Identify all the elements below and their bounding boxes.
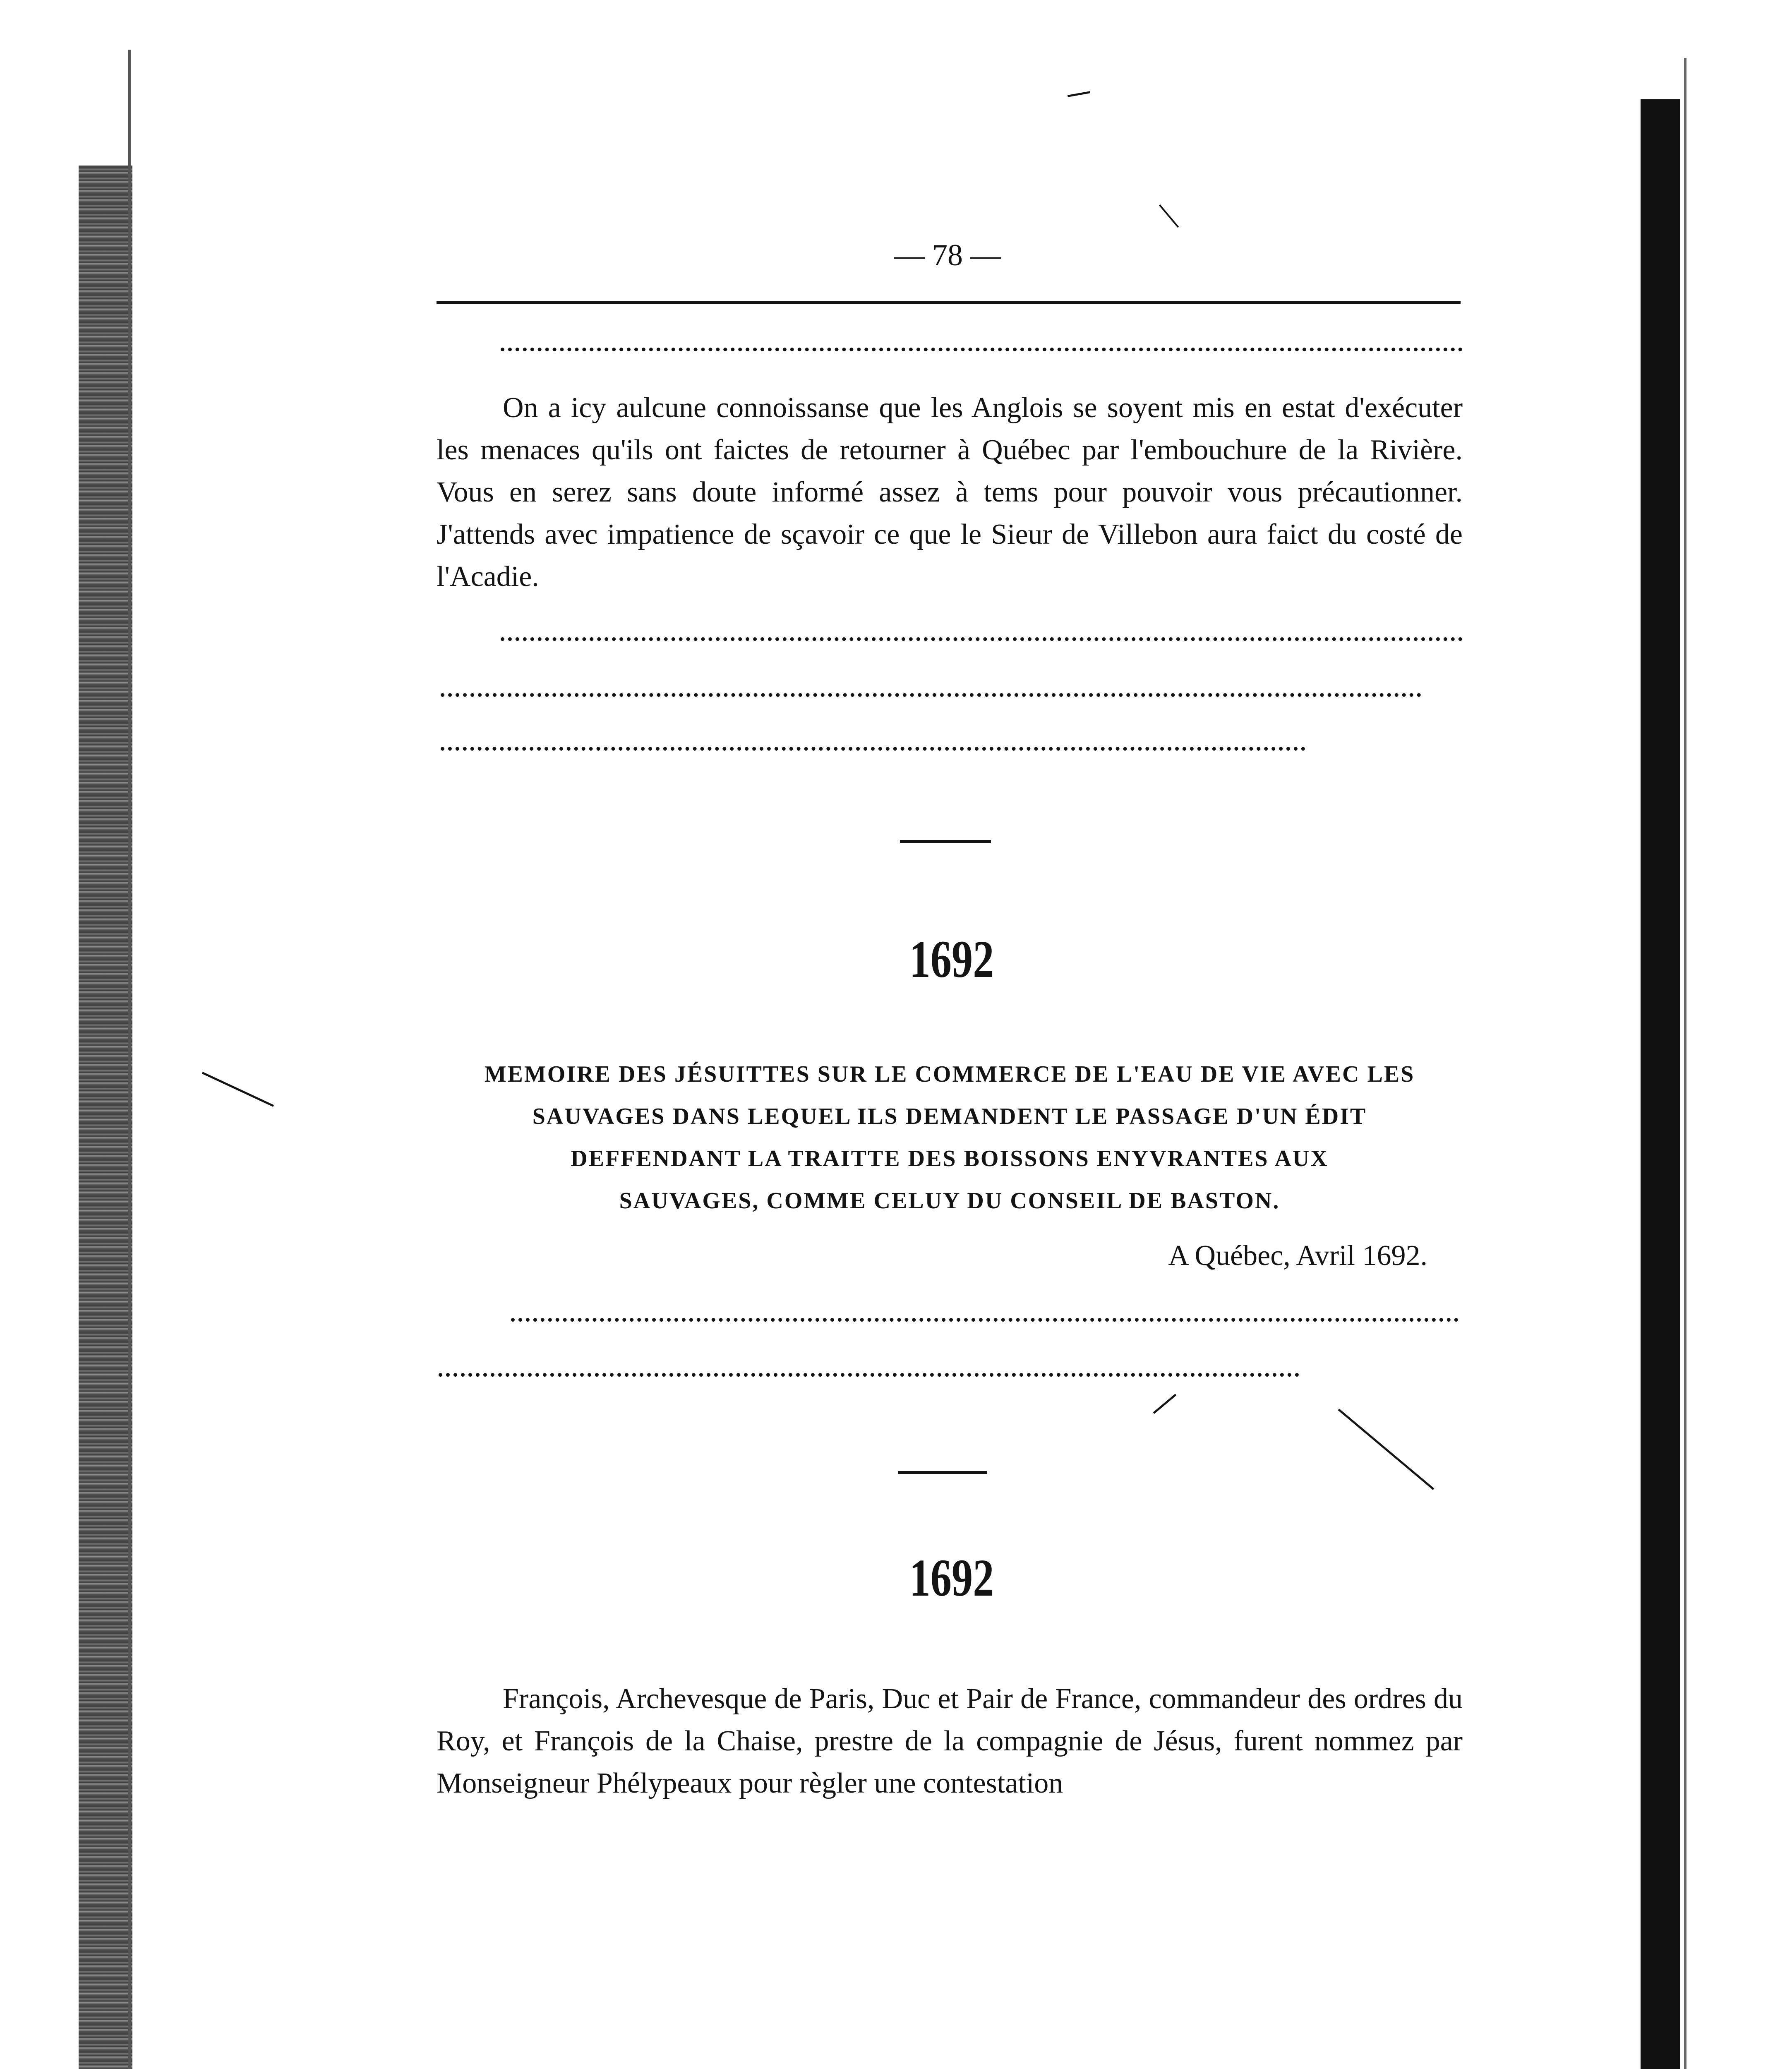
header-rule: [437, 301, 1461, 304]
section-year: 1692: [909, 930, 994, 989]
dateline: A Québec, Avril 1692.: [1168, 1240, 1427, 1272]
heading-line: SAUVAGES, COMME CELUY DU CONSEIL DE BASTON.: [619, 1188, 1280, 1214]
section-year: 1692: [909, 1548, 994, 1607]
scan-artifact-right-edge: [1684, 58, 1686, 2069]
ellipsis-line: [501, 331, 1463, 351]
ellipsis-line: [441, 730, 1305, 751]
paragraph-1: [437, 387, 1463, 598]
ellipsis-line: [501, 621, 1463, 641]
paragraph-2: [437, 1678, 1463, 1805]
scan-artifact-left-edge: [128, 50, 131, 2069]
scan-mark: [1159, 204, 1179, 228]
section-divider: [898, 1471, 987, 1474]
scan-mark: [1153, 1394, 1177, 1414]
scan-artifact-right: [1641, 99, 1680, 2069]
document-heading: [430, 1053, 1469, 1222]
paragraph-2-text: François, Archevesque de Paris, Duc et Pair de France, commandeur des ordres du Roy, et François de la Chaise, prestre de la compagnie de Jésus, furent nommez par Monseigneur Phélypeaux pour règler une contestation: [437, 1683, 1463, 1799]
ellipsis-line: [441, 677, 1421, 697]
ellipsis-line: [511, 1301, 1459, 1322]
paragraph-1-text: On a icy aulcune connoissanse que les Anglois se soyent mis en estat d'exécuter les menaces qu'ils ont faictes de retourner à Québec par l'embouchure de la Rivière. Vous en serez sans doute informé assez à tems pour pouvoir vous précautionner. J'attends avec impatience de sçavoir ce que le Sieur de Villebon aura faict du costé de l'Acadie.: [437, 392, 1463, 593]
heading-line: DEFFENDANT LA TRAITTE DES BOISSONS ENYVRANTES AUX: [571, 1146, 1329, 1171]
scan-mark: [202, 1072, 274, 1107]
heading-line: MEMOIRE DES JÉSUITTES SUR LE COMMERCE DE L'EAU DE VIE AVEC LES: [484, 1061, 1415, 1087]
ellipsis-line: [439, 1356, 1299, 1377]
page-number: — 78 —: [894, 238, 1001, 272]
scan-mark: [1338, 1409, 1434, 1490]
scan-artifact-left: [79, 166, 132, 2069]
heading-line: SAUVAGES DANS LEQUEL ILS DEMANDENT LE PASSAGE D'UN ÉDIT: [532, 1104, 1367, 1129]
scan-mark: [1068, 91, 1090, 97]
section-divider: [900, 840, 991, 843]
